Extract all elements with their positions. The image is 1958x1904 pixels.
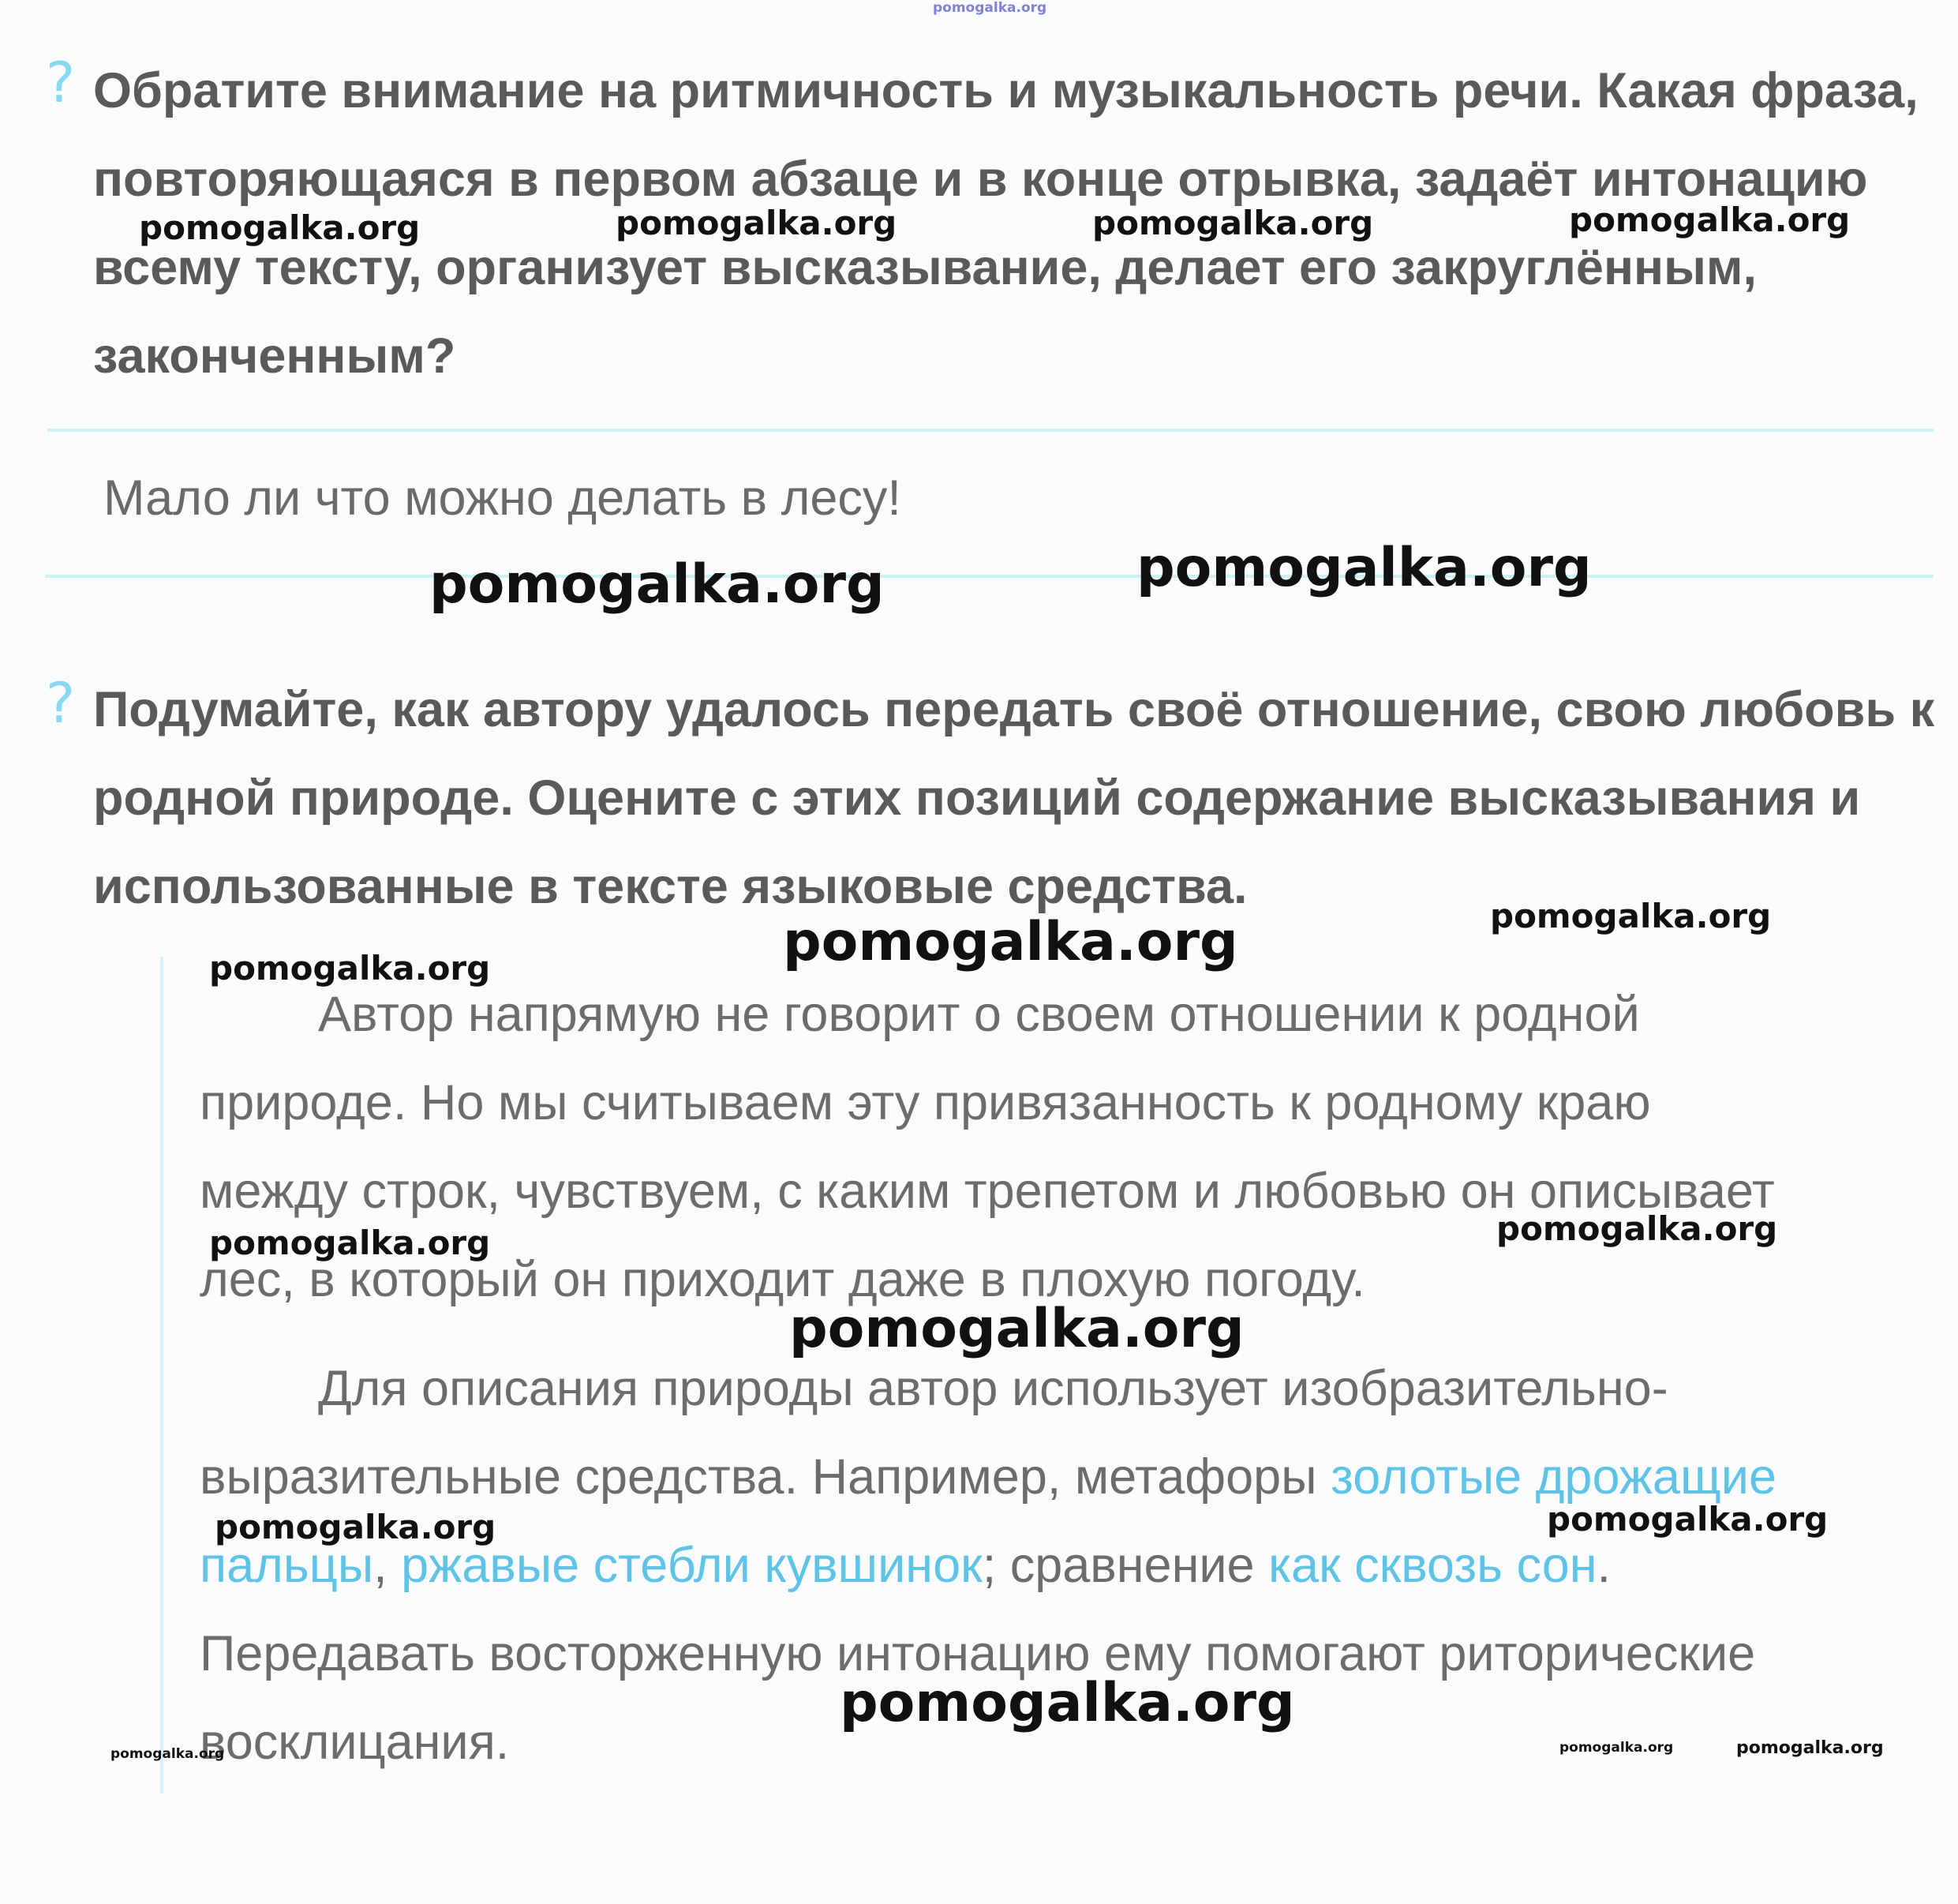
watermark: pomogalka.org xyxy=(783,911,1238,973)
answer-2-p1-line-2: природе. Но мы считываем эту привязанность к родному краю xyxy=(200,1075,1651,1130)
answer-2-p2-line-5: восклицания. xyxy=(200,1715,510,1770)
highlight-metaphor-1a: золотые дрожащие xyxy=(1331,1449,1777,1505)
question-1-line-3: всему тексту, организует высказывание, делает его закруглённым, xyxy=(93,240,1757,295)
watermark: pomogalka.org xyxy=(1136,537,1592,599)
divider-bottom xyxy=(45,575,1934,578)
answer-2-p1-line-3: между строк, чувствуем, с каким трепетом и любовью он описывает xyxy=(200,1164,1775,1219)
answer-2-p2-line-4: Передавать восторженную интонацию ему помогают риторические xyxy=(200,1626,1756,1681)
answer-2-p1-line-4: лес, в который он приходит даже в плохую погоду. xyxy=(200,1252,1365,1307)
separator-2: ; сравнение xyxy=(982,1538,1269,1593)
watermark: pomogalka.org xyxy=(139,208,421,247)
question-2-line-3: использованные в тексте языковые средства. xyxy=(93,859,1248,914)
answer-quote-bar xyxy=(160,957,163,1793)
watermark: pomogalka.org xyxy=(1569,201,1851,239)
watermark: pomogalka.org xyxy=(209,949,491,988)
question-2-line-1: Подумайте, как автору удалось передать своё отношение, свою любовь к xyxy=(93,682,1935,737)
question-mark-icon: ? xyxy=(46,671,76,736)
watermark: pomogalka.org xyxy=(215,1508,496,1546)
watermark: pomogalka.org xyxy=(1547,1500,1829,1539)
answer-2-p2-line-2 xyxy=(200,1449,1777,1505)
question-1-line-2: повторяющаяся в первом абзаце и в конце отрывка, задаёт интонацию xyxy=(93,152,1868,207)
watermark: pomogalka.org xyxy=(789,1298,1245,1360)
end-dot: . xyxy=(1597,1538,1612,1593)
separator-1: , xyxy=(373,1538,402,1593)
watermark: pomogalka.org xyxy=(1736,1738,1884,1758)
answer-2-p2-line-1: Для описания природы автор использует изобразительно- xyxy=(318,1361,1668,1416)
question-1-line-1: Обратите внимание на ритмичность и музыкальность речи. Какая фраза, xyxy=(93,63,1919,118)
watermark: pomogalka.org xyxy=(110,1746,225,1762)
question-1-line-4: законченным? xyxy=(93,328,456,384)
answer-2-p2-line-2-text: выразительные средства. Например, метафоры xyxy=(200,1449,1331,1505)
question-mark-icon: ? xyxy=(46,51,76,115)
watermark: pomogalka.org xyxy=(209,1224,491,1262)
watermark: pomogalka.org xyxy=(429,553,885,616)
answer-1: Мало ли что можно делать в лесу! xyxy=(103,470,901,526)
watermark: pomogalka.org xyxy=(1496,1209,1778,1248)
watermark: pomogalka.org xyxy=(1559,1740,1674,1756)
answer-2-p1-line-1: Автор напрямую не говорит о своем отношении к родной xyxy=(318,987,1640,1042)
watermark: pomogalka.org xyxy=(616,204,897,242)
highlight-metaphor-1b: пальцы xyxy=(200,1538,374,1593)
divider-top xyxy=(47,429,1934,432)
question-2-line-2: родной природе. Оцените с этих позиций содержание высказывания и xyxy=(93,770,1861,826)
highlight-comparison: как сквозь сон xyxy=(1268,1538,1597,1593)
watermark: pomogalka.org xyxy=(840,1672,1295,1734)
watermark: pomogalka.org xyxy=(1490,897,1772,935)
watermark-top: pomogalka.org xyxy=(933,0,1047,16)
watermark: pomogalka.org xyxy=(1092,204,1374,242)
highlight-metaphor-2: ржавые стебли кувшинок xyxy=(401,1538,983,1593)
answer-2-p2-line-3 xyxy=(200,1538,1612,1593)
